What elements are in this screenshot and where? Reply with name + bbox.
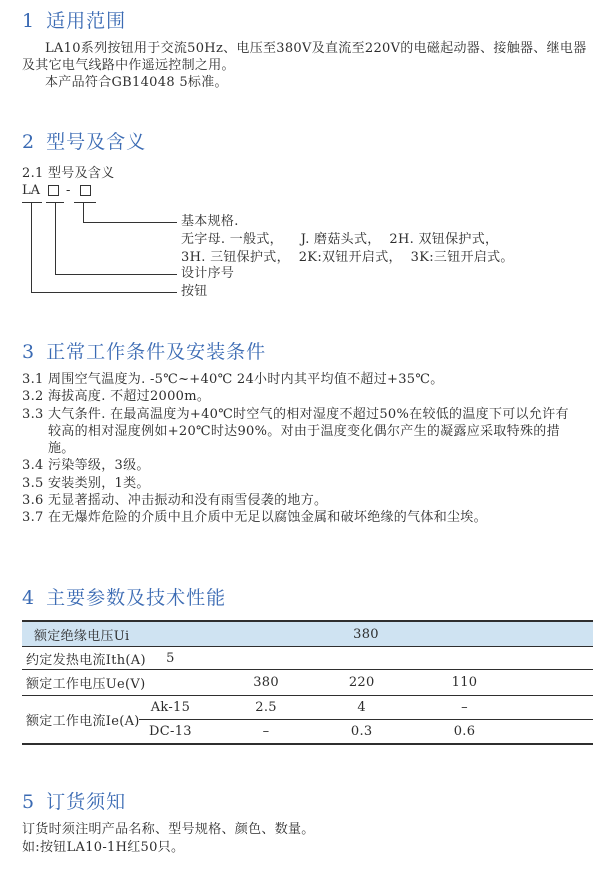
row-label: 约定发热电流Ith(A) <box>22 647 139 670</box>
parameters-table <box>22 620 593 745</box>
table-row-conventional-thermal-current <box>22 647 593 670</box>
model-placeholder-box-2 <box>80 185 91 196</box>
section-2-title: 型号及含义 <box>46 131 147 153</box>
section-4-number: 4 <box>22 587 36 609</box>
current-value: – <box>393 696 536 720</box>
section-1-number: 1 <box>22 10 36 32</box>
voltage-value: 220 <box>330 670 393 696</box>
section-4-heading <box>22 583 226 610</box>
current-value: 0.3 <box>350 724 373 739</box>
section-5-body <box>22 821 315 856</box>
paragraph-line: 本产品符合GB14048 5标准。 <box>45 75 228 90</box>
condition-item: 3.1 周围空气温度为. -5℃~+40℃ 24小时内其平均值不超过+35℃。 <box>22 372 444 387</box>
section-1-title: 适用范围 <box>46 10 127 32</box>
empty-cell <box>139 670 202 696</box>
section-3-body <box>22 371 569 527</box>
utilization-category: Ak-15 <box>139 696 202 720</box>
section-1-heading <box>22 6 126 33</box>
empty-cell <box>536 696 593 720</box>
section-3-heading <box>22 337 266 364</box>
condition-item-continuation: 较高的相对湿度例如+20℃时达90%。对由于温度变化偶尔产生的凝露应采取特殊的措 <box>48 423 560 439</box>
diagram-connector-line <box>55 274 177 275</box>
voltage-value: 380 <box>202 670 330 696</box>
model-dash: - <box>66 183 71 198</box>
condition-item: 3.6 无显著摇动、冲击振动和没有雨雪侵袭的地方。 <box>22 493 328 509</box>
empty-cell <box>536 720 593 745</box>
condition-item: 3.3 大气条件. 在最高温度为+40℃时空气的相对湿度不超过50%在较低的温度下可以允许有 <box>22 406 569 422</box>
utilization-category: DC-13 <box>149 724 192 739</box>
diagram-connector-line <box>83 222 177 223</box>
diagram-connector-line <box>55 202 56 274</box>
empty-cell <box>202 647 593 670</box>
empty-cell <box>536 670 593 696</box>
section-5-heading <box>22 787 126 814</box>
condition-item: 3.4 污染等级，3级。 <box>22 458 150 474</box>
condition-item: 3.2 海拔高度. 不超过2000m。 <box>22 389 211 405</box>
voltage-value: 110 <box>393 670 536 696</box>
section-1-body <box>22 40 587 91</box>
row-value: 5 <box>139 647 202 670</box>
diagram-label-spec-options-2: 3H. 三钮保护式， 2K:双钮开启式， 3K:三钮开启式。 <box>181 250 514 265</box>
table-row-rated-working-voltage <box>22 670 593 696</box>
diagram-tick <box>22 202 42 203</box>
diagram-label-button: 按钮 <box>181 284 208 299</box>
section-2-number: 2 <box>22 131 36 153</box>
section-4-title: 主要参数及技术性能 <box>46 587 227 609</box>
diagram-connector-line <box>31 292 177 293</box>
section-3-title: 正常工作条件及安装条件 <box>46 341 267 363</box>
row-label: 额定工作电流Ie(A) <box>26 714 140 729</box>
condition-item-continuation: 施。 <box>48 441 75 457</box>
table-row-rated-insulation-voltage <box>22 621 593 647</box>
current-value: 4 <box>330 696 393 720</box>
diagram-label-design-serial: 设计序号 <box>181 266 235 281</box>
diagram-connector-line <box>83 202 84 222</box>
diagram-label-basic-spec: 基本规格. <box>181 214 239 229</box>
section-5-title: 订货须知 <box>46 791 127 813</box>
section-2-subtitle: 2.1 型号及含义 <box>22 166 115 181</box>
current-value: 2.5 <box>202 696 330 720</box>
model-prefix-text: LA <box>22 183 41 198</box>
row-value: 380 <box>139 621 593 647</box>
model-designation-diagram <box>22 183 582 311</box>
paragraph-line: 及其它电气线路中作遥远控制之用。 <box>22 58 235 73</box>
current-value: 0.6 <box>453 724 476 739</box>
row-label: 额定绝缘电压Ui <box>22 621 139 647</box>
section-5-number: 5 <box>22 791 36 813</box>
condition-item: 3.5 安装类别，1类。 <box>22 475 150 491</box>
section-2-heading <box>22 127 146 154</box>
row-label: 额定工作电压Ue(V) <box>22 670 139 696</box>
ordering-note-line: 如:按钮LA10-1H红50只。 <box>22 839 185 855</box>
condition-item: 3.7 在无爆炸危险的介质中且介质中无足以腐蚀金属和破坏绝缘的气体和尘埃。 <box>22 510 487 526</box>
diagram-label-spec-options-1: 无字母. 一般式， J. 磨菇头式， 2H. 双钮保护式， <box>181 232 499 247</box>
table-row-rated-working-current-ak15 <box>22 696 593 720</box>
ordering-note-line: 订货时须注明产品名称、型号规格、颜色、数量。 <box>22 822 315 837</box>
paragraph-line: LA10系列按钮用于交流50Hz、电压至380V及直流至220V的电磁起动器、接触器、继电器 <box>45 41 587 56</box>
model-placeholder-box-1 <box>48 185 59 196</box>
current-value: – <box>262 724 270 739</box>
section-3-number: 3 <box>22 341 36 363</box>
diagram-connector-line <box>31 202 32 292</box>
diagram-tick <box>74 202 96 203</box>
